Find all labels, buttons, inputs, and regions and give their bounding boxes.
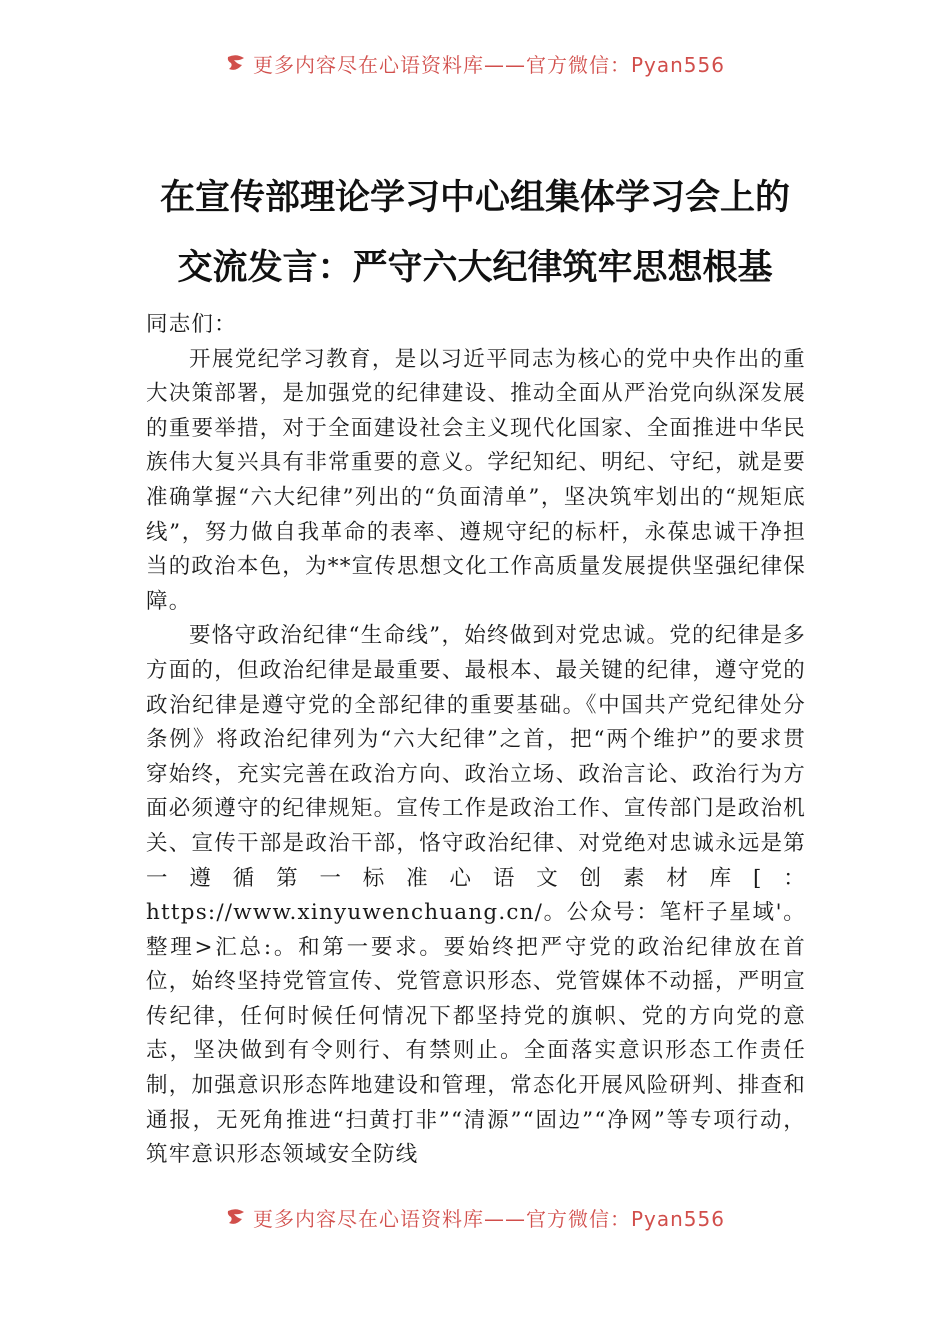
document-body <box>146 308 806 1173</box>
page-title-line-2: 交流发言：严守六大纪律筑牢思想根基 <box>177 248 773 288</box>
watermark-text: 更多内容尽在心语资料库——官方微信：Pyan556 <box>252 1206 725 1231</box>
watermark-text: 更多内容尽在心语资料库——官方微信：Pyan556 <box>252 52 725 77</box>
logo-icon <box>225 52 247 74</box>
salutation: 同志们： <box>146 312 237 337</box>
paragraph-1: 开展党纪学习教育，是以习近平同志为核心的党中央作出的重大决策部署，是加强党的纪律建设、推动全面从严治党向纵深发展的重要举措，对于全面建设社会主义现代化国家、全面推进中华民族伟大复兴具有非常重要的意义。学纪知纪、明纪、守纪，就是要准确掌握“六大纪律”列出的“负面清单”，坚决筑牢划出的“规矩底线”，努力做自我革命的表率、遵规守纪的标杆，永葆忠诚干净担当的政治本色，为**宣传思想文化工作高质量发展提供坚强纪律保障。 <box>146 346 806 614</box>
paragraph-2: 要恪守政治纪律“生命线”，始终做到对党忠诚。党的纪律是多方面的，但政治纪律是最重要、最根本、最关键的纪律，遵守党的政治纪律是遵守党的全部纪律的重要基础。《中国共产党纪律处分条例》将政治纪律列为“六大纪律”之首，把“两个维护”的要求贯穿始终，充实完善在政治方向、政治立场、政治言论、政治行为方面必须遵守的纪律规矩。宣传工作是政治工作、宣传部门是政治机关、宣传干部是政治干部，恪守政治纪律、对党绝对忠诚永远是第一遵循第一标准心语文创素材库[：https://www.xinyuwenchuang.cn/。公众号：笔杆子星域'。整理>汇总:。和第一要求。要始终把严守党的政治纪律放在首位，始终坚持党管宣传、党管意识形态、党管媒体不动摇，严明宣传纪律，任何时候任何情况下都坚持党的旗帜、党的方向党的意志，坚决做到有令则行、有禁则止。全面落实意识形态工作责任制，加强意识形态阵地建设和管理，常态化开展风险研判、排查和通报，无死角推进“扫黄打非”“清源”“固边”“净网”等专项行动，筑牢意识形态领域安全防线 <box>146 623 806 1168</box>
watermark-footer <box>0 1206 950 1240</box>
logo-icon <box>225 1206 247 1228</box>
watermark-header <box>0 52 950 86</box>
page-title-line-1: 在宣传部理论学习中心组集体学习会上的 <box>159 178 790 218</box>
